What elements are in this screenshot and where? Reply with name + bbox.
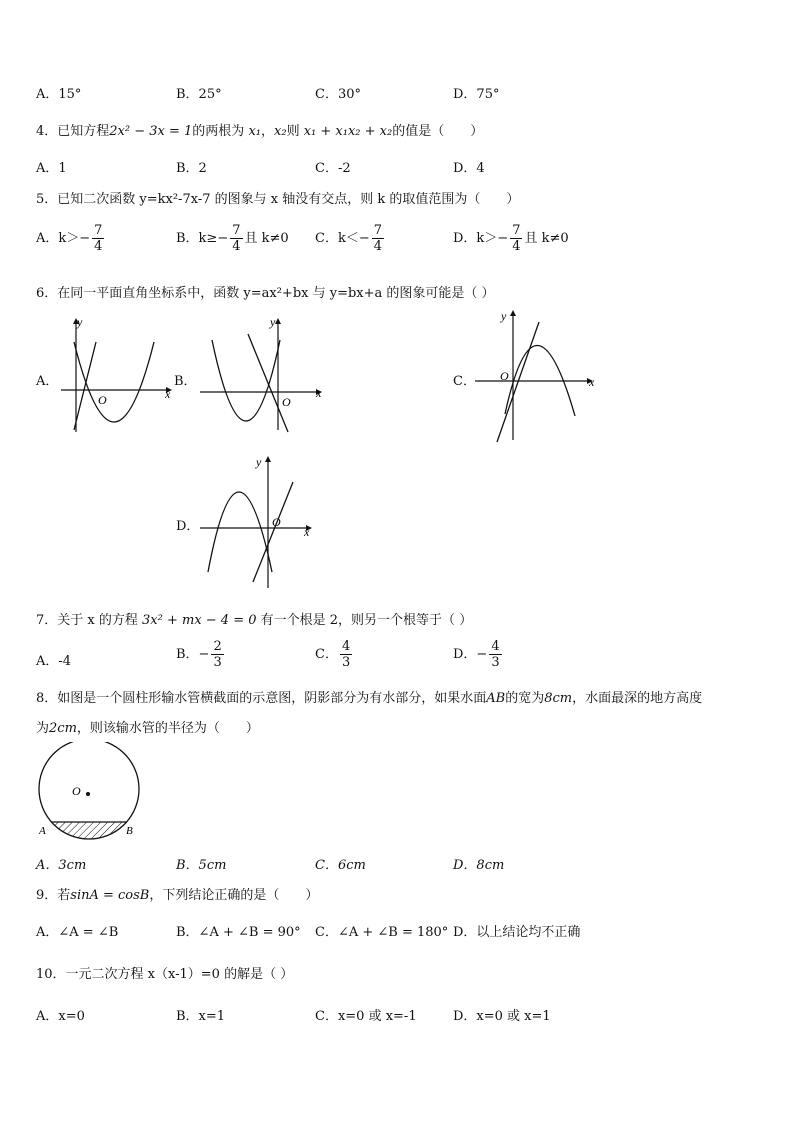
q6-c-axis-y: y (501, 309, 507, 323)
q6-a-axis-x: x (165, 387, 171, 401)
q4-option-c: C．-2 (315, 161, 351, 176)
q8-stem-line1: 8．如图是一个圆柱形输水管横截面的示意图，阴影部分为有水部分，如果水面AB的宽为8cm，水面最深的地方高度 (36, 691, 703, 706)
q6-c-axis-x: x (589, 375, 595, 389)
q9-option-a: A．∠A = ∠B (36, 925, 119, 940)
q5-option-a: A．k＞− $\frac{7}{4}$ (36, 223, 103, 254)
q6-b-axis-x: x (316, 386, 322, 400)
q5-option-c: C．k＜− $\frac{7}{4}$ (315, 223, 382, 254)
q4-option-d: D．4 (453, 161, 485, 176)
q6-label-b: B． (174, 374, 197, 389)
q5-stem: 5．已知二次函数 y=kx²-7x-7 的图象与 x 轴没有交点，则 k 的取值范围为（ ） (36, 192, 520, 207)
q5-option-d: D．k＞− $\frac{7}{4}$ 且 k≠0 (453, 223, 569, 254)
q10-option-c: C．x=0 或 x=-1 (315, 1009, 417, 1024)
q10-option-d: D．x=0 或 x=1 (453, 1009, 551, 1024)
q6-label-a: A． (36, 374, 59, 389)
q8-label-a: A (39, 825, 46, 837)
q6-graph-a (56, 312, 176, 437)
q10-option-b: B．x=1 (176, 1009, 226, 1024)
q8-label-b: B (126, 825, 133, 837)
q6-d-axis-y: y (256, 455, 262, 469)
q6-d-origin: O (272, 515, 281, 529)
q3-option-c: C．30° (315, 87, 361, 102)
q4-stem: 4．已知方程2x² − 3x = 1的两根为 x₁，x₂则 x₁ + x₁x₂ + x₂的值是（ ） (36, 124, 484, 139)
q10-stem: 10．一元二次方程 x（x-1）=0 的解是（ ） (36, 967, 294, 982)
q10-option-a: A．x=0 (36, 1009, 85, 1024)
q6-label-c: C． (453, 374, 476, 389)
q6-label-d: D． (176, 519, 200, 534)
q7-option-c: C． $\frac{4}{3}$ (315, 639, 351, 670)
q6-a-axis-y: y (77, 315, 83, 329)
center-dot (86, 792, 90, 796)
q6-graph-b (196, 312, 331, 437)
q3-option-b: B．25° (176, 87, 222, 102)
q8-option-c: C．6cm (315, 858, 366, 873)
q6-d-axis-x: x (304, 525, 310, 539)
q7-option-a: A．-4 (36, 654, 72, 669)
q7-option-b: B．− $\frac{2}{3}$ (176, 639, 222, 670)
q6-graph-c (475, 306, 605, 446)
q8-pipe-figure (32, 742, 147, 842)
q6-b-axis-y: y (270, 315, 276, 329)
q7-stem: 7．关于 x 的方程 3x² + mx − 4 = 0 有一个根是 2，则另一个根等于（ ） (36, 613, 473, 628)
q7-option-d: D．− $\frac{4}{3}$ (453, 639, 500, 670)
q3-option-d: D．75° (453, 87, 500, 102)
q5-option-b: B．k≥− $\frac{7}{4}$ 且 k≠0 (176, 223, 289, 254)
q3-option-a: A．15° (36, 87, 82, 102)
q8-option-b: B．5cm (176, 858, 227, 873)
q6-b-origin: O (282, 395, 291, 409)
q9-option-c: C．∠A + ∠B = 180° (315, 925, 449, 940)
q6-a-origin: O (98, 393, 107, 407)
q6-graph-d (198, 452, 323, 592)
q6-c-origin: O (500, 369, 509, 383)
q4-option-a: A．1 (36, 161, 67, 176)
q9-option-b: B．∠A + ∠B = 90° (176, 925, 301, 940)
q8-option-a: A．3cm (36, 858, 87, 873)
q9-option-d: D．以上结论均不正确 (453, 925, 581, 940)
q8-option-d: D．8cm (453, 858, 505, 873)
q4-option-b: B．2 (176, 161, 207, 176)
q8-label-o: O (72, 784, 81, 798)
q8-stem-line2: 为2cm，则该输水管的半径为（ ） (36, 721, 259, 736)
q9-stem: 9．若sinA = cosB，下列结论正确的是（ ） (36, 888, 319, 903)
q6-stem: 6．在同一平面直角坐标系中，函数 y=ax²+bx 与 y=bx+a 的图象可能是（ ） (36, 286, 495, 301)
